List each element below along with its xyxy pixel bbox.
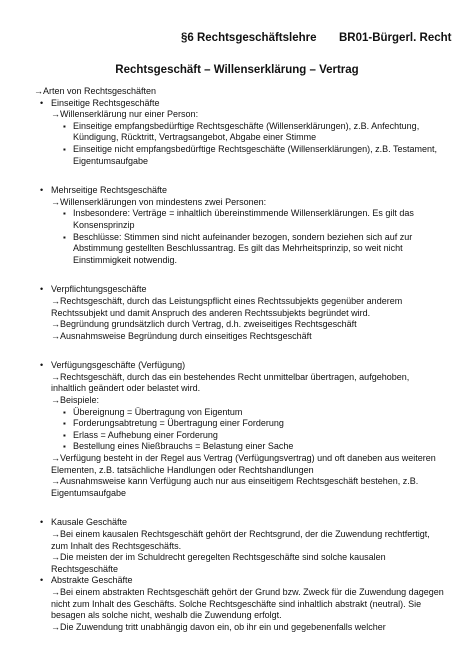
- section-abstrakt: [34, 575, 444, 633]
- list-item: ▪ Einseitige nicht empfangsbedürftige Rechtsgeschäfte (Willenserklärungen), z.B. Testament, Eigentumsaufgabe: [73, 144, 444, 167]
- list-item: ▪ Erlass = Aufhebung einer Forderung: [73, 430, 444, 442]
- document-body: [34, 86, 444, 633]
- sub-list: [51, 121, 444, 167]
- bullet-icon: •: [40, 575, 44, 586]
- section-line: →Die Zuwendung tritt unabhängig davon ein, ob ihr ein und gegebenenfalls welcher: [51, 621, 386, 632]
- course-title: §6 Rechtsgeschäftslehre: [181, 32, 317, 44]
- section-kausal: [34, 517, 444, 575]
- bullet-icon: •: [40, 517, 44, 528]
- list-item: ▪ Forderungsabtretung = Übertragung einer Forderung: [73, 418, 444, 430]
- section-heading: Mehrseitige Rechtsgeschäfte: [51, 185, 168, 196]
- list-item: ▪ Bestellung eines Nießbrauchs = Belastung einer Sache: [73, 441, 444, 453]
- section-line: →Bei einem abstrakten Rechtsgeschäft gehört der Grund bzw. Zweck für die Zuwendung dagegen nicht zum Inhalt des Geschäfts. Solche Rechtsgeschäfte sind inhaltlich abstrakt (neutral). Sie besagen als solche nicht, weshalb die Zuwendung erfolgt.: [51, 586, 444, 621]
- section-line: →Willenserklärungen von mindestens zwei Personen:: [51, 196, 267, 207]
- section-heading: Kausale Geschäfte: [51, 517, 128, 528]
- list-item: ▪ Übereignung = Übertragung von Eigentum: [73, 407, 444, 419]
- section-heading: Verpflichtungsgeschäfte: [51, 284, 147, 295]
- section-line: →Verfügung besteht in der Regel aus Vertrag (Verfügungsvertrag) und oft daneben aus weiteren Elementen, z.B. tatsächliche Handlungen oder Rechtshandlungen: [51, 453, 436, 475]
- list-item: ▪ Einseitige empfangsbedürftige Rechtsgeschäfte (Willenserklärungen), z.B. Anfechtung, Kündigung, Rücktritt, Vertragsangebot, Abgabe einer Stimme: [73, 121, 444, 144]
- bullet-icon: •: [40, 360, 44, 371]
- section-line: →Beispiele:: [51, 395, 100, 406]
- section-line: →Willenserklärung nur einer Person:: [51, 109, 199, 120]
- sub-list: [51, 208, 444, 266]
- section-einseitig: [34, 98, 444, 168]
- intro-line: →Arten von Rechtsgeschäften: [34, 86, 157, 96]
- section-heading: Einseitige Rechtsgeschäfte: [51, 97, 160, 108]
- page-title: Rechtsgeschäft – Willenserklärung – Vertrag: [115, 64, 359, 76]
- section-line: →Rechtsgeschäft, durch das Leistungspflicht eines Rechtssubjekts gegenüber anderem Rechtssubjekt und damit Anspruch des anderen Rechtssubjekts begründet wird.: [51, 295, 403, 318]
- section-heading: Verfügungsgeschäfte (Verfügung): [51, 360, 186, 371]
- section-line: →Ausnahmsweise Begründung durch einseitiges Rechtsgeschäft: [51, 330, 312, 341]
- section-verpflichtung: [34, 284, 444, 342]
- section-line: →Die meisten der im Schuldrecht geregelten Rechtsgeschäfte sind solche kausalen Rechtsgeschäfte: [51, 552, 386, 574]
- section-line: →Rechtsgeschäft, durch das ein bestehendes Recht unmittelbar übertragen, aufgehoben, inhaltlich geändert oder belastet wird.: [51, 371, 410, 394]
- bullet-icon: •: [40, 284, 44, 295]
- sub-list: [51, 407, 444, 453]
- page-header: [0, 10, 474, 50]
- list-item: ▪ Insbesondere: Verträge = inhaltlich übereinstimmende Willenserklärungen. Es gilt das Konsensprinzip: [73, 208, 444, 231]
- section-mehrseitig: [34, 185, 444, 266]
- section-line: →Ausnahmsweise kann Verfügung auch nur aus einseitigem Rechtsgeschäft bestehen, z.B. Eigentumsaufgabe: [51, 476, 419, 498]
- section-line: →Begründung grundsätzlich durch Vertrag, d.h. zweiseitiges Rechtsgeschäft: [51, 319, 357, 330]
- section-heading: Abstrakte Geschäfte: [51, 575, 133, 586]
- course-code: BR01-Bürgerl. Recht: [339, 32, 452, 44]
- section-line: →Bei einem kausalen Rechtsgeschäft gehört der Rechtsgrund, der die Zuwendung rechtfertigt, zum Inhalt des Rechtsgeschäfts.: [51, 529, 430, 551]
- list-item: ▪ Beschlüsse: Stimmen sind nicht aufeinander bezogen, sondern beziehen sich auf zur Abstimmung gestellten Beschlussantrag. Es gilt das Mehrheitsprinzip, so weit nicht Einstimmigkeit notwendig.: [73, 232, 444, 267]
- bullet-icon: •: [40, 185, 44, 196]
- bullet-icon: •: [40, 97, 44, 108]
- section-verfuegung: [34, 360, 444, 499]
